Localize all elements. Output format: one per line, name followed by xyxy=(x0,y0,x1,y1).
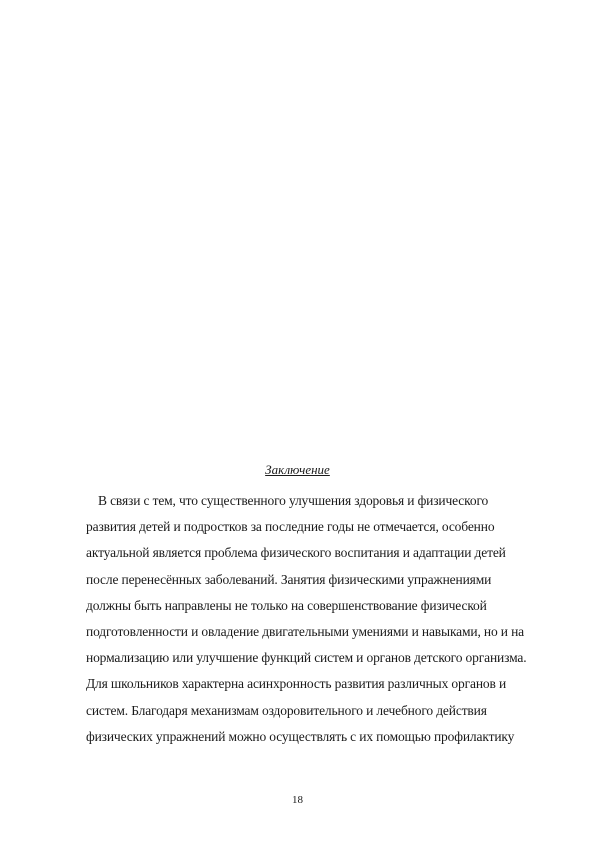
paragraph-line: В связи с тем, что существенного улучшения здоровья и физического xyxy=(98,493,489,508)
paragraph-line: развития детей и подростков за последние годы не отмечается, особенно xyxy=(86,519,495,535)
paragraph-line: систем. Благодаря механизмам оздоровительного и лечебного действия xyxy=(86,702,487,718)
paragraph-line: подготовленности и овладение двигательными умениями и навыками, но и на xyxy=(86,624,525,640)
body-paragraph xyxy=(86,488,526,750)
page-number: 18 xyxy=(292,794,303,806)
paragraph-line: физических упражнений можно осуществлять с их помощью профилактику xyxy=(86,728,515,744)
paragraph-line: должны быть направлены не только на совершенствование физической xyxy=(86,597,487,613)
paragraph-line: после перенесённых заболеваний. Занятия физическими упражнениями xyxy=(86,571,492,587)
paragraph-line: актуальной является проблема физического воспитания и адаптации детей xyxy=(86,545,506,561)
paragraph-line: нормализацию или улучшение функций систем и органов детского организма. xyxy=(86,650,527,666)
section-heading: Заключение xyxy=(265,462,330,477)
paragraph-line: Для школьников характерна асинхронность развития различных органов и xyxy=(86,676,507,692)
